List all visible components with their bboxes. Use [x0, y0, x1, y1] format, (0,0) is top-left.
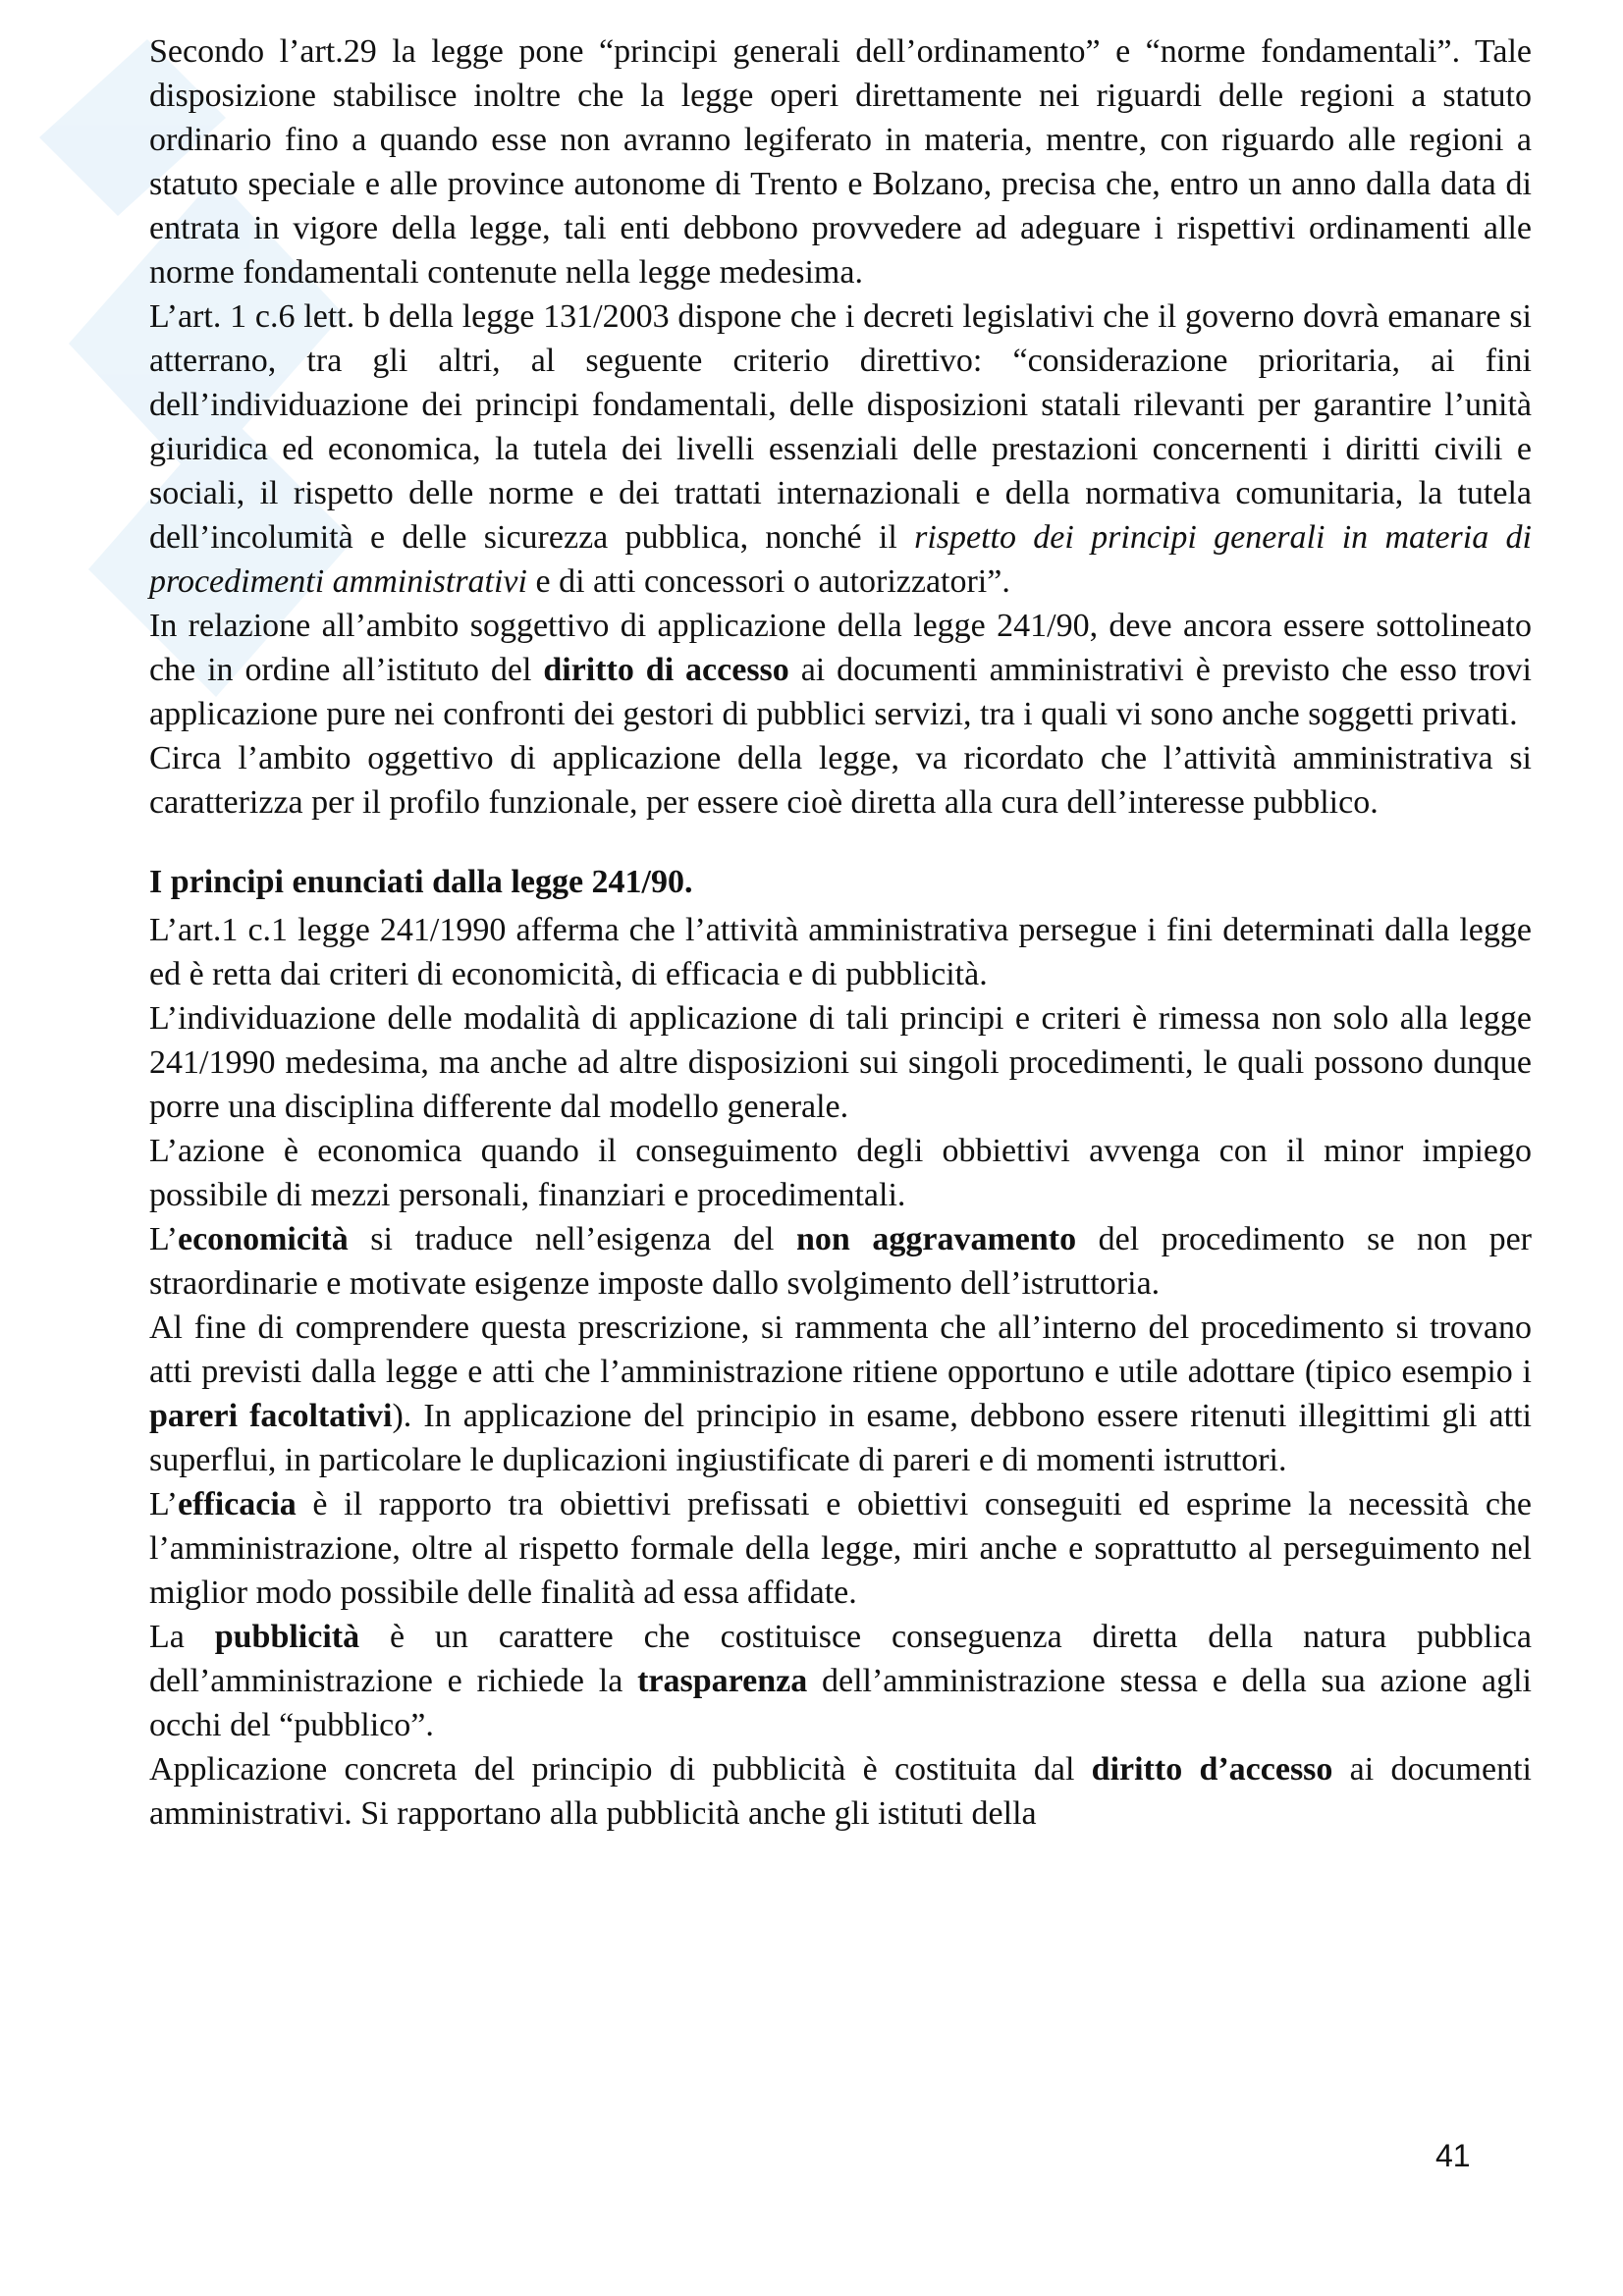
bold-term: trasparenza: [637, 1663, 808, 1699]
paragraph: [149, 604, 1532, 736]
paragraph: [149, 294, 1532, 604]
paragraph: [149, 1217, 1532, 1306]
text-run: ai documenti amministrativi è previsto che esso trovi applicazione pure nei confronti dei gestori di pubblici servizi, tra i quali vi sono anche soggetti privati.: [149, 652, 1532, 732]
text-run: L’art. 1 c.6 lett. b della legge 131/2003 dispone che i decreti legislativi che il governo dovrà emanare si atterrano, tra gli altri, al seguente criterio direttivo: “considerazione prioritaria, ai fini dell’individuazione dei principi fondamentali, delle disposizioni statali rilevanti per garantire l’unità giuridica ed economica, la tutela dei livelli essenziali delle prestazioni concernenti i diritti civili e sociali, il rispetto delle norme e dei trattati internazionali e della normativa comunitaria, la tutela dell’incolumità e delle sicurezza pubblica, nonché il: [149, 298, 1532, 556]
paragraph: [149, 1129, 1532, 1217]
text-run: L’azione è economica quando il conseguimento degli obbiettivi avvenga con il minor impiego possibile di mezzi personali, finanziari e procedimentali.: [149, 1133, 1532, 1213]
text-run: si traduce nell’esigenza del: [348, 1221, 796, 1257]
section-principles: [149, 908, 1532, 1836]
paragraph: [149, 908, 1532, 996]
section-intro: [149, 29, 1532, 825]
text-run: L’art.1 c.1 legge 241/1990 afferma che l’attività amministrativa persegue i fini determinati dalla legge ed è retta dai criteri di economicità, di efficacia e di pubblicità.: [149, 912, 1532, 992]
text-run: L’: [149, 1486, 178, 1522]
text-run: In relazione all’ambito soggettivo di applicazione della legge 241/90, deve ancora essere sottolineato che in ordine all’istituto del: [149, 608, 1532, 688]
bold-term: pubblicità: [214, 1619, 360, 1655]
bold-term: efficacia: [177, 1486, 297, 1522]
text-run: ai documenti amministrativi. Si rapportano alla pubblicità anche gli istituti della: [149, 1751, 1532, 1832]
paragraph: [149, 1306, 1532, 1482]
text-run: e di atti concessori o autorizzatori”.: [526, 563, 1010, 600]
bold-term: diritto di accesso: [543, 652, 789, 688]
text-run: del procedimento se non per straordinarie e motivate esigenze imposte dallo svolgimento dell’istruttoria.: [149, 1221, 1532, 1302]
bold-term: economicità: [177, 1221, 349, 1257]
text-run: è il rapporto tra obiettivi prefissati e obiettivi conseguiti ed esprime la necessità che l’amministrazione, oltre al rispetto formale della legge, miri anche e soprattutto al perseguimento nel miglior modo possibile delle finalità ad essa affidate.: [149, 1486, 1532, 1611]
page-number: 41: [1435, 2138, 1471, 2173]
text-run: La: [149, 1619, 215, 1655]
paragraph: [149, 736, 1532, 825]
bold-term: pareri facoltativi: [149, 1398, 393, 1434]
section-heading: I principi enunciati dalla legge 241/90.: [149, 864, 693, 900]
text-run: Secondo l’art.29 la legge pone “principi generali dell’ordinamento” e “norme fondamentali”. Tale disposizione stabilisce inoltre che la legge operi direttamente nei riguardi delle regioni a statuto ordinario fino a quando esse non avranno legiferato in materia, mentre, con riguardo alle regioni a statuto speciale e alle province autonome di Trento e Bolzano, precisa che, entro un anno dalla data di entrata in vigore della legge, tali enti debbono provvedere ad adeguare i rispettivi ordinamenti alle norme fondamentali contenute nella legge medesima.: [149, 33, 1532, 291]
paragraph: [149, 29, 1532, 294]
text-run: è un carattere che costituisce conseguenza diretta della natura pubblica dell’amministrazione e richiede la: [149, 1619, 1533, 1699]
italic-term: rispetto dei principi generali in materia di procedimenti amministrativi: [149, 519, 1532, 600]
bold-term: non aggravamento: [796, 1221, 1077, 1257]
text-run: L’individuazione delle modalità di applicazione di tali principi e criteri è rimessa non solo alla legge 241/1990 medesima, ma anche ad altre disposizioni sui singoli procedimenti, le quali possono dunque porre una disciplina differente dal modello generale.: [149, 1000, 1532, 1125]
bold-term: diritto d’accesso: [1091, 1751, 1333, 1788]
text-run: ). In applicazione del principio in esame, debbono essere ritenuti illegittimi gli atti superflui, in particolare le duplicazioni ingiustificate di pareri e di momenti istruttori.: [149, 1398, 1532, 1478]
text-run: dell’amministrazione stessa e della sua azione agli occhi del “pubblico”.: [149, 1663, 1533, 1743]
text-run: L’: [149, 1221, 178, 1257]
paragraph: [149, 1747, 1532, 1836]
text-run: Applicazione concreta del principio di pubblicità è costituita dal: [149, 1751, 1092, 1788]
paragraph: [149, 1482, 1532, 1615]
paragraph: [149, 1615, 1532, 1747]
text-run: Al fine di comprendere questa prescrizione, si rammenta che all’interno del procedimento si trovano atti previsti dalla legge e atti che l’amministrazione ritiene opportuno e utile adottare (tipico esempio i: [149, 1309, 1532, 1390]
text-run: Circa l’ambito oggettivo di applicazione della legge, va ricordato che l’attività amministrativa si caratterizza per il profilo funzionale, per essere cioè diretta alla cura dell’interesse pubblico.: [149, 740, 1532, 821]
paragraph: [149, 996, 1532, 1129]
document-body: [149, 29, 1532, 1836]
